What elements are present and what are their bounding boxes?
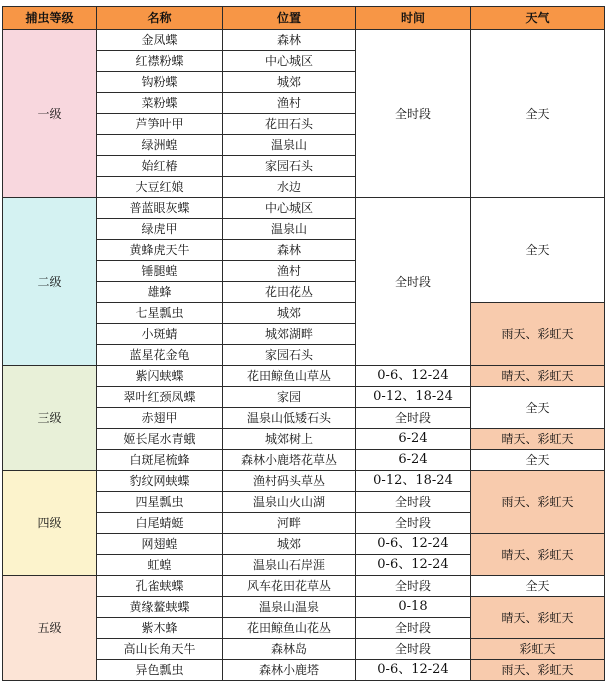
- time-cell: 全时段: [356, 492, 471, 513]
- header-name: 名称: [97, 7, 223, 30]
- header-weather: 天气: [471, 7, 605, 30]
- name-cell: 异色瓢虫: [97, 660, 223, 681]
- name-cell: 锤腿蝗: [97, 261, 223, 282]
- location-cell: 城郊: [223, 72, 356, 93]
- name-cell: 雄蜂: [97, 282, 223, 303]
- table-row: [3, 198, 605, 219]
- location-cell: 温泉山石岸涯: [223, 555, 356, 576]
- grade-cell: 三级: [3, 366, 97, 471]
- time-cell: 0-12、18-24: [356, 471, 471, 492]
- table-row: [3, 366, 605, 387]
- location-cell: 城郊: [223, 303, 356, 324]
- weather-cell: 全天: [471, 198, 605, 303]
- location-cell: 温泉山低矮石头: [223, 408, 356, 429]
- location-cell: 温泉山火山湖: [223, 492, 356, 513]
- table-row: [3, 30, 605, 51]
- location-cell: 温泉山: [223, 219, 356, 240]
- location-cell: 城郊: [223, 534, 356, 555]
- name-cell: 小斑蜻: [97, 324, 223, 345]
- name-cell: 虹蝗: [97, 555, 223, 576]
- weather-cell: 全天: [471, 387, 605, 429]
- name-cell: 芦笋叶甲: [97, 114, 223, 135]
- location-cell: 森林: [223, 30, 356, 51]
- name-cell: 七星瓢虫: [97, 303, 223, 324]
- location-cell: 家园石头: [223, 156, 356, 177]
- name-cell: 普蓝眼灰蝶: [97, 198, 223, 219]
- time-cell: 全时段: [356, 198, 471, 366]
- table-row: [3, 576, 605, 597]
- header-row: [3, 7, 605, 30]
- weather-cell: 全天: [471, 30, 605, 198]
- name-cell: 黄蜂虎天牛: [97, 240, 223, 261]
- time-cell: 0-6、12-24: [356, 534, 471, 555]
- location-cell: 森林小鹿塔: [223, 660, 356, 681]
- name-cell: 紫木蜂: [97, 618, 223, 639]
- name-cell: 绿虎甲: [97, 219, 223, 240]
- weather-cell: 雨天、彩虹天: [471, 303, 605, 366]
- location-cell: 风车花田花草丛: [223, 576, 356, 597]
- name-cell: 四星瓢虫: [97, 492, 223, 513]
- name-cell: 高山长角天牛: [97, 639, 223, 660]
- time-cell: 全时段: [356, 30, 471, 198]
- location-cell: 森林小鹿塔花草丛: [223, 450, 356, 471]
- name-cell: 大豆红娘: [97, 177, 223, 198]
- name-cell: 网翅蝗: [97, 534, 223, 555]
- location-cell: 森林岛: [223, 639, 356, 660]
- weather-cell: 晴天、彩虹天: [471, 597, 605, 639]
- name-cell: 紫闪蛱蝶: [97, 366, 223, 387]
- time-cell: 0-6、12-24: [356, 555, 471, 576]
- weather-cell: 雨天、彩虹天: [471, 660, 605, 681]
- grade-cell: 二级: [3, 198, 97, 366]
- time-cell: 全时段: [356, 639, 471, 660]
- grade-cell: 四级: [3, 471, 97, 576]
- name-cell: 金凤蝶: [97, 30, 223, 51]
- insect-grade-table: [2, 6, 605, 681]
- name-cell: 蓝星花金龟: [97, 345, 223, 366]
- location-cell: 渔村: [223, 261, 356, 282]
- name-cell: 黄缘鳌蛱蝶: [97, 597, 223, 618]
- name-cell: 白斑尾梳蜂: [97, 450, 223, 471]
- location-cell: 城郊湖畔: [223, 324, 356, 345]
- time-cell: 全时段: [356, 408, 471, 429]
- time-cell: 全时段: [356, 513, 471, 534]
- weather-cell: 晴天、彩虹天: [471, 366, 605, 387]
- time-cell: 全时段: [356, 576, 471, 597]
- weather-cell: 全天: [471, 450, 605, 471]
- location-cell: 中心城区: [223, 198, 356, 219]
- name-cell: 绿洲蝗: [97, 135, 223, 156]
- weather-cell: 彩虹天: [471, 639, 605, 660]
- name-cell: 豹纹网蛱蝶: [97, 471, 223, 492]
- name-cell: 钩粉蝶: [97, 72, 223, 93]
- location-cell: 家园: [223, 387, 356, 408]
- time-cell: 6-24: [356, 450, 471, 471]
- location-cell: 花田花丛: [223, 282, 356, 303]
- location-cell: 渔村: [223, 93, 356, 114]
- location-cell: 河畔: [223, 513, 356, 534]
- location-cell: 中心城区: [223, 51, 356, 72]
- time-cell: 0-6、12-24: [356, 660, 471, 681]
- location-cell: 温泉山温泉: [223, 597, 356, 618]
- name-cell: 赤翅甲: [97, 408, 223, 429]
- location-cell: 城郊树上: [223, 429, 356, 450]
- grade-cell: 一级: [3, 30, 97, 198]
- name-cell: 姬长尾水青蛾: [97, 429, 223, 450]
- name-cell: 翠叶红颈凤蝶: [97, 387, 223, 408]
- location-cell: 花田鲸鱼山花丛: [223, 618, 356, 639]
- time-cell: 6-24: [356, 429, 471, 450]
- location-cell: 渔村码头草丛: [223, 471, 356, 492]
- table-body: [3, 30, 605, 681]
- time-cell: 0-6、12-24: [356, 366, 471, 387]
- location-cell: 花田石头: [223, 114, 356, 135]
- location-cell: 水边: [223, 177, 356, 198]
- location-cell: 花田鲸鱼山草丛: [223, 366, 356, 387]
- location-cell: 森林: [223, 240, 356, 261]
- table-row: [3, 471, 605, 492]
- header-time: 时间: [356, 7, 471, 30]
- weather-cell: 雨天、彩虹天: [471, 471, 605, 534]
- name-cell: 菜粉蝶: [97, 93, 223, 114]
- name-cell: 始红椿: [97, 156, 223, 177]
- weather-cell: 全天: [471, 576, 605, 597]
- weather-cell: 晴天、彩虹天: [471, 534, 605, 576]
- location-cell: 家园石头: [223, 345, 356, 366]
- time-cell: 0-12、18-24: [356, 387, 471, 408]
- location-cell: 温泉山: [223, 135, 356, 156]
- name-cell: 白尾蜻蜓: [97, 513, 223, 534]
- header-grade: 捕虫等级: [3, 7, 97, 30]
- name-cell: 孔雀蛱蝶: [97, 576, 223, 597]
- grade-cell: 五级: [3, 576, 97, 681]
- time-cell: 全时段: [356, 618, 471, 639]
- name-cell: 红襟粉蝶: [97, 51, 223, 72]
- header-location: 位置: [223, 7, 356, 30]
- time-cell: 0-18: [356, 597, 471, 618]
- weather-cell: 晴天、彩虹天: [471, 429, 605, 450]
